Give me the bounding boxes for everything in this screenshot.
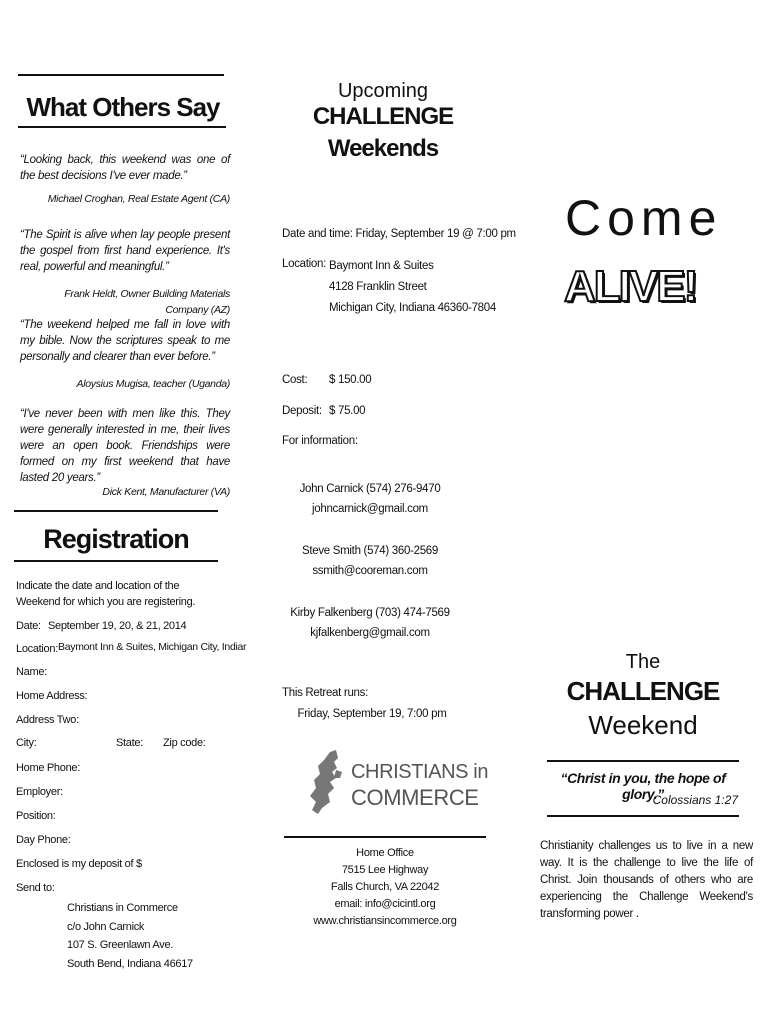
cost-label: Cost: [282, 374, 308, 386]
top-rule [18, 74, 224, 76]
registration-intro: Indicate the date and location of the Weekend for which you are registering. [16, 580, 196, 608]
address-two-field[interactable] [72, 710, 218, 726]
date-value[interactable]: September 19, 20, & 21, 2014 [48, 620, 187, 632]
home-address-field[interactable] [78, 686, 218, 702]
testimonials-heading: What Others Say [26, 92, 220, 122]
employer-label: Employer: [16, 786, 63, 798]
come-title: Come [565, 190, 723, 246]
date-time: Date and time: Friday, September 19 @ 7:00 pm [282, 228, 516, 240]
registration-heading: Registration [43, 524, 189, 554]
testimonial-author: Dick Kent, Manufacturer (VA) [102, 486, 230, 498]
heading-rule [14, 560, 218, 562]
home-phone-label: Home Phone: [16, 762, 80, 774]
name-field[interactable] [46, 662, 216, 678]
cost-value: $ 150.00 [329, 374, 372, 386]
retreat-runs-value: Friday, September 19, 7:00 pm [297, 708, 447, 720]
the-text: The [625, 651, 661, 673]
testimonial-author: Aloysius Mugisa, teacher (Uganda) [76, 378, 230, 390]
logo-line-2: COMMERCE [351, 785, 479, 810]
quote-rule [547, 760, 739, 762]
office-line: Falls Church, VA 22042 [330, 881, 440, 893]
contact-email[interactable]: kjfalkenberg@gmail.com [310, 627, 430, 639]
contact-email[interactable]: ssmith@cooreman.com [312, 565, 428, 577]
date-label: Date: [16, 620, 41, 632]
scripture-quote: “Christ in you, the hope of glory.” [560, 770, 726, 802]
zip-label: Zip code: [163, 737, 206, 749]
scripture-citation: Colossians 1:27 [652, 793, 738, 807]
retreat-runs-field[interactable] [282, 704, 472, 720]
weekends-text: Weekends [327, 135, 439, 162]
home-office [270, 845, 500, 930]
address-line: Christians in Commerce [67, 902, 178, 914]
testimonial-author: Michael Croghan, Real Estate Agent (CA) [47, 193, 230, 205]
info-label: For information: [282, 435, 358, 447]
location-label: Location: [16, 643, 58, 655]
position-field[interactable] [52, 806, 218, 822]
contact-block [270, 603, 470, 643]
employer-field[interactable] [58, 782, 218, 798]
deposit-value: $ 75.00 [329, 405, 366, 417]
testimonial-quote: “I've never been with men like this. They were generally interested in me, their lives were an open book. Friendships were formed on my first weekend that have lasted 20 years.” [20, 408, 230, 484]
state-label: State: [116, 737, 143, 749]
address-line: South Bend, Indiana 46617 [67, 957, 193, 970]
deposit-label: Deposit: [282, 405, 322, 417]
day-phone-label: Day Phone: [16, 834, 71, 846]
section-rule [14, 510, 218, 512]
name-label: Name: [16, 666, 47, 678]
send-to-label: Send to: [16, 882, 55, 894]
home-phone-field[interactable] [72, 758, 218, 774]
contact-phone: John Carnick (574) 276-9470 [299, 483, 441, 495]
testimonial-quote: “The Spirit is alive when lay people present the gospel from first hand experience. It's real, powerful and meaningful.” [20, 229, 230, 273]
weekend-title: Weekend [588, 710, 698, 740]
description: Christianity challenges us to live in a new way. It is the challenge to live the life of Christ. Join thousands of others who are experiencing the Challenge Weekend's transforming power . [540, 840, 753, 920]
state-field[interactable] [142, 733, 160, 749]
retreat-runs-label: This Retreat runs: [282, 687, 368, 699]
alive-title: ALIVE! [564, 262, 697, 311]
city-label: City: [16, 737, 37, 749]
day-phone-field[interactable] [66, 830, 218, 846]
office-rule [284, 836, 486, 838]
city-field[interactable] [40, 733, 110, 749]
testimonial-author: Frank Heldt, Owner Building Materials Company (AZ) [64, 288, 230, 316]
contact-email[interactable]: johncarnick@gmail.com [312, 503, 428, 515]
testimonial-quote: “The weekend helped me fall in love with my bible. Now the scriptures speak to me personally and clearer than ever before.” [20, 319, 230, 363]
location-address [329, 256, 496, 319]
address-two-label: Address Two: [16, 714, 79, 726]
location-line: Baymont Inn & Suites [329, 260, 434, 272]
challenge-title: CHALLENGE [566, 676, 720, 706]
deposit-field[interactable] [136, 854, 218, 870]
home-address-label: Home Address: [16, 690, 88, 702]
send-to-address [67, 899, 193, 973]
contact-block [270, 541, 470, 581]
quote-rule [547, 815, 739, 817]
christians-in-commerce-logo-icon [306, 748, 350, 816]
zip-field[interactable] [203, 733, 218, 749]
logo-line-1: CHRISTIANS in [351, 761, 489, 783]
position-label: Position: [16, 810, 56, 822]
location-line: 4128 Franklin Street [329, 281, 427, 293]
address-line: c/o John Carnick [67, 920, 145, 933]
heading-rule [18, 126, 226, 128]
location-line: Michigan City, Indiana 46360-7804 [329, 302, 496, 314]
office-line: Home Office [356, 847, 414, 859]
contact-phone: Kirby Falkenberg (703) 474-7569 [290, 607, 450, 619]
contact-block [270, 479, 470, 519]
address-line: 107 S. Greenlawn Ave. [67, 939, 174, 951]
testimonial-quote: “Looking back, this weekend was one of the best decisions I've ever made.” [20, 154, 230, 182]
location-label: Location: [282, 258, 326, 270]
deposit-label: Enclosed is my deposit of $ [16, 858, 142, 870]
office-line: email: info@cicintl.org www.christiansincommerce.org [313, 898, 457, 927]
challenge-text: CHALLENGE [312, 103, 454, 130]
office-line: 7515 Lee Highway [341, 864, 429, 876]
location-value[interactable]: Baymont Inn & Suites, Michigan City, Indiar [58, 641, 247, 653]
contact-phone: Steve Smith (574) 360-2569 [301, 545, 439, 557]
upcoming-text: Upcoming [337, 80, 429, 102]
